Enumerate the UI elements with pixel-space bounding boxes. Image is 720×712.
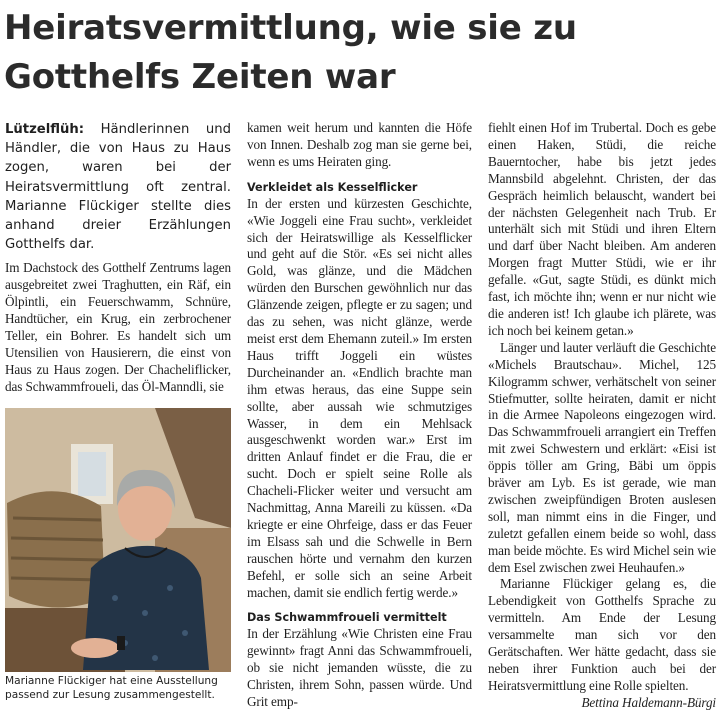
paragraph-2: In der ersten und kürzesten Geschichte, «Wie Joggeli eine Frau sucht», verkleidet sich der Heiratswillige als Kesselflicker und geht auf die Stör. «Es sei nicht alles Gold, was glänze, und die Mädchen würden den Burschen gewöhnlich nur das Glänzende zeigen, pflegte er zu sagen; und das zu sehen, was nicht glänze, werde meist erst dem Ehemann zuteil.» Im ersten Haus trifft Joggeli ein wüstes Durcheinander an. «Endlich brachte man ihm etwas heraus, das eine Suppe sein sollte, aber aussah wie schmutziges Wasser, in dem ein Mehlsack ausgeschwenkt worden war.» Erst im dritten Anlauf findet er die Frau, die er sucht. Doch er spielt seine Rolle als Chacheli-Flicker weiter und versucht am Nachmittag, Anna Mareili zu küssen. «Da kriegte er eine Ohrfeige, dass er das Feuer im Elsass sah und die Schwelle in Bern rauschen hörte und vernahm den kurzen Befehl, er solle sich an seine Arbeit machen, damit sie endlich fertig werde.» [247,195,472,600]
headline-line-1: Heiratsvermittlung, wie sie zu [4,8,577,48]
paragraph-3-continued: fiehlt einen Hof im Trubertal. Doch es gebe einen Haken, Stüdi, die reiche Bauerntocher, habe bis jetzt jedes Mannsbild abgelehnt. Christen, der das Gespräch heimlich belauscht, wandert bei der nächsten Gelegenheit nach Trub. Er unterhält sich mit Stüdi und ihren Eltern und darf über Nacht bleiben. Am anderen Morgen fragt Mutter Stüdi, wie er ihr gefalle. «Gut, sagte Stüdi, es dünkt mich fast, ich möchte ihn; wenn er nur nicht wie die anderen ist! Ich glaube ich plärete, was ich noch bei keinem getan.» [488,120,716,338]
paragraph-4: Länger und lauter verläuft die Geschichte «Michels Brautschau». Michel, 125 Kilogramm schwer, verhätschelt von seiner Stiefmutter, sollte heiraten, damit er nicht in die Armee Napoleons eingezogen wird. Das Schwammfroueli arrangiert ein Treffen mit zwei Schwestern und erklärt: «Eisi ist öppis töller am Gring, Bäbi um öppis bräver am Lyb. Es ist gerade, wie man zwischen zweipfündigen Broten auslesen soll, man nimmt eins in die Finger, und zuletzt gefallen einem beide so wohl, dass man beide möchte. Es wird Michel sein wie dem Esel zwischen zwei Heuhaufen.» [488,339,716,575]
lead-text: Händlerinnen und Händler, die von Haus zu Haus zogen, waren bei der Heiratsvermittlung oft zentral. Marianne Flückiger stellte dies anhand dreier Erzählungen Gotthelfs dar. [5,122,231,253]
article-photo [5,408,231,672]
headline [4,4,716,102]
lead-paragraph [5,120,231,254]
author-byline: Bettina Haldemann-Bürgi [581,694,716,710]
photo-illustration [5,408,231,672]
paragraph-5-text: Marianne Flückiger gelang es, die Lebendigkeit von Gotthelfs Sprache zu vermitteln. Am Ende der Lesung versammelte man sich vor den Gerätschaften. Wer hätte gedacht, dass sie neben ihrer Funktion auch bei der Heiratsvermittlung eine Rolle spielten. [488,576,716,693]
column-1 [5,120,231,396]
subheading-2: Das Schwammfroueli vermittelt [247,611,447,625]
subheading-1: Verkleidet als Kesselflicker [247,180,418,194]
photo-caption: Marianne Flückiger hat eine Ausstellung passend zur Lesung zusammengestellt. [5,675,218,702]
paragraph-5 [488,576,716,710]
paragraph-3: In der Erzählung «Wie Christen eine Frau gewinnt» fragt Anni das Schwammfroueli, ob sie nicht jemanden wüsste, die zu Christen, ihrem Sohn, passen würde. Und Grit emp- [247,626,472,710]
paragraph-1: Im Dachstock des Gotthelf Zentrums lagen ausgebreitet zwei Traghutten, ein Räf, ein Ölpintli, ein Feuerschwamm, Schnüre, Handtücher, ein Krug, ein zerbrochener Teller, ein Bohrer. Es handelt sich um Utensilien von Hausierern, die einst von Haus zu Haus zogen. Der Chacheliflicker, das Schwammfroueli, das Öl-Manndli, sie [5,260,231,394]
lead-place: Lützelflüh: [5,122,85,137]
column-3 [488,120,716,712]
paragraph-1-continued: kamen weit herum und kannten die Höfe von Innen. Deshalb zog man sie gerne bei, wenn es ums Heiraten ging. [247,120,472,169]
watch-shape [117,636,125,650]
column-2 [247,120,472,711]
headline-line-2: Gotthelfs Zeiten war [4,57,396,97]
